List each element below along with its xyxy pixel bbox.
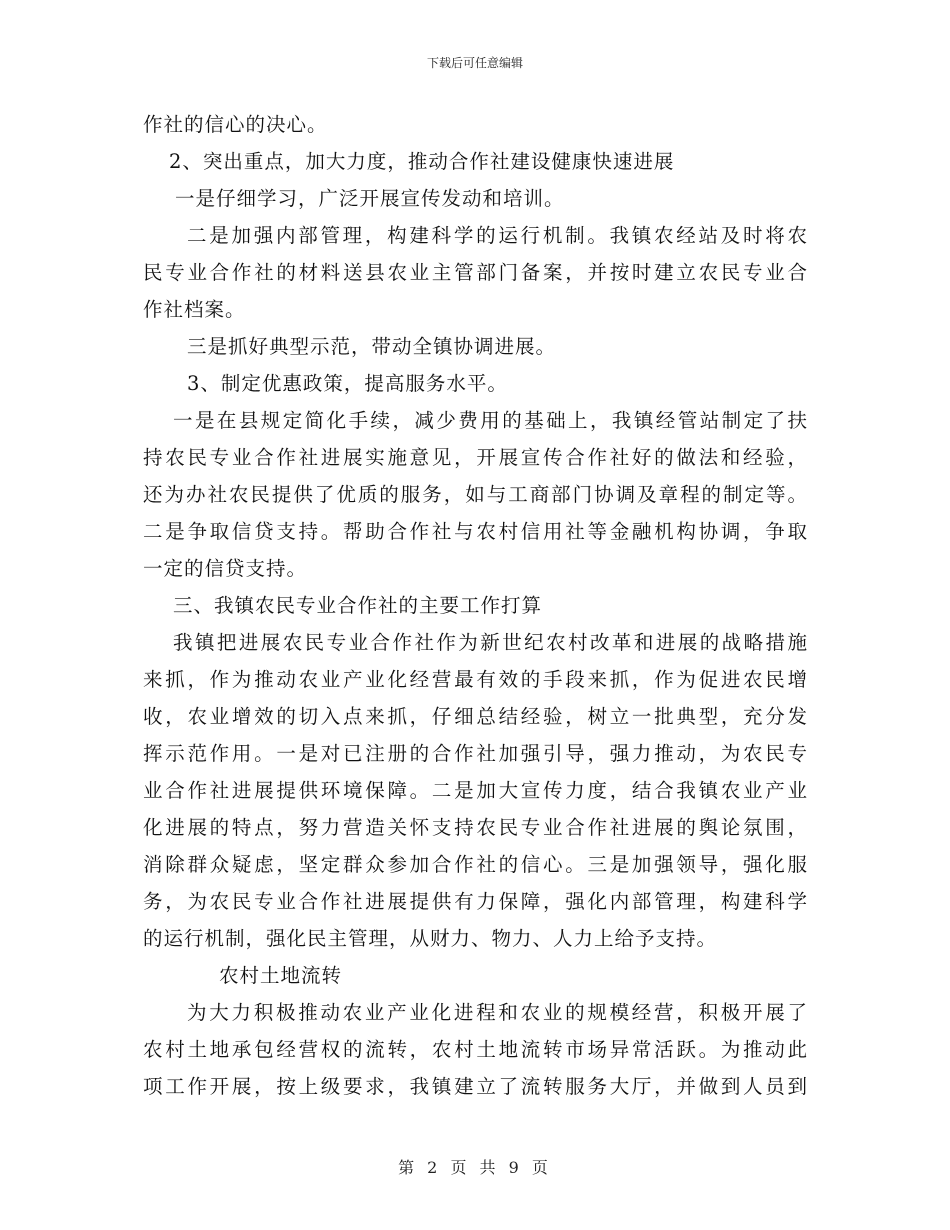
text-line: 2、突出重点，加大力度，推动合作社建设健康快速进展: [169, 150, 675, 173]
text-line: 农村土地流转: [219, 964, 343, 987]
text-line: 三、我镇农民专业合作社的主要工作打算: [173, 594, 543, 617]
text-line: 消除群众疑虑，坚定群众参加合作社的信心。三是加强领导，强化服: [143, 853, 808, 876]
page-footer: 第 2 页 共 9 页: [398, 1158, 552, 1177]
text-line: 化进展的特点，努力营造关怀支持农民专业合作社进展的舆论氛围，: [143, 816, 808, 839]
text-line: 作社档案。: [143, 298, 246, 321]
text-line: 收，农业增效的切入点来抓，仔细总结经验，树立一批典型，充分发: [143, 705, 808, 728]
text-line: 三是抓好典型示范，带动全镇协调进展。: [187, 335, 557, 358]
text-line: 一定的信贷支持。: [143, 557, 308, 580]
text-line: 一是在县规定简化手续，减少费用的基础上，我镇经管站制定了扶: [173, 409, 808, 432]
document-body: [143, 106, 808, 1105]
text-line: 二是加强内部管理，构建科学的运行机制。我镇农经站及时将农: [187, 224, 808, 247]
text-line: 持农民专业合作社进展实施意见，开展宣传合作社好的做法和经验，: [143, 446, 808, 469]
page-header: 下载后可任意编辑: [426, 56, 523, 70]
text-line: 业合作社进展提供环境保障。二是加大宣传力度，结合我镇农业产业: [143, 779, 808, 802]
text-line: 挥示范作用。一是对已注册的合作社加强引导，强力推动，为农民专: [143, 742, 808, 765]
text-line: 还为办社农民提供了优质的服务，如与工商部门协调及章程的制定等。: [143, 483, 808, 506]
text-line: 民专业合作社的材料送县农业主管部门备案，并按时建立农民专业合: [143, 261, 808, 284]
text-line: 务，为农民专业合作社进展提供有力保障，强化内部管理，构建科学: [143, 890, 808, 913]
text-line: 农村土地承包经营权的流转，农村土地流转市场异常活跃。为推动此: [143, 1038, 808, 1061]
text-line: 项工作开展，按上级要求，我镇建立了流转服务大厅，并做到人员到: [143, 1075, 808, 1098]
text-line: 来抓，作为推动农业产业化经营最有效的手段来抓，作为促进农民增: [143, 668, 808, 691]
text-line: 作社的信心的决心。: [143, 113, 328, 136]
text-line: 我镇把进展农民专业合作社作为新世纪农村改革和进展的战略措施: [173, 631, 808, 654]
text-line: 为大力积极推动农业产业化进程和农业的规模经营，积极开展了: [187, 1001, 808, 1024]
text-line: 的运行机制，强化民主管理，从财力、物力、人力上给予支持。: [143, 927, 718, 950]
text-line: 一是仔细学习，广泛开展宣传发动和培训。: [175, 187, 565, 210]
text-line: 二是争取信贷支持。帮助合作社与农村信用社等金融机构协调，争取: [143, 520, 808, 543]
text-line: 3、制定优惠政策，提高服务水平。: [187, 372, 508, 395]
